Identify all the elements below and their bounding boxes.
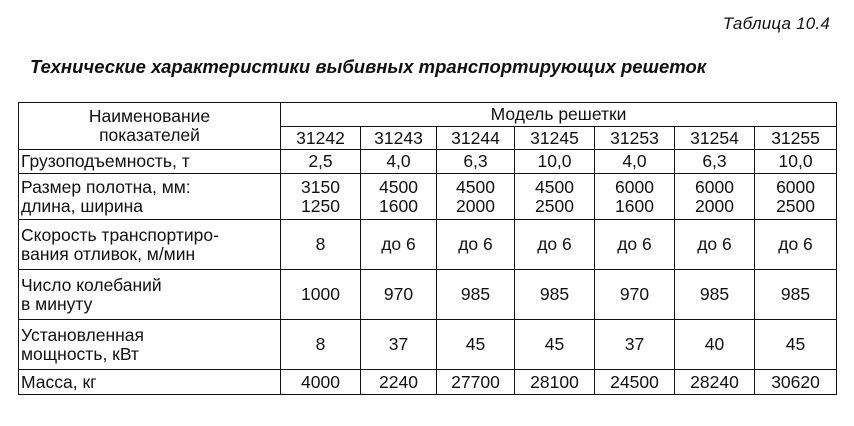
table-cell: 10,0 (515, 150, 595, 174)
model-header-cell: 31242 (281, 127, 361, 150)
table-cell: 8 (281, 220, 361, 270)
header-name-cell (19, 103, 281, 150)
row-label-line1: Установленная (21, 324, 145, 345)
table-row (19, 174, 837, 220)
model-header-cell: 31244 (437, 127, 515, 150)
table-cell: 4000 (281, 370, 361, 395)
table-cell: 27700 (437, 370, 515, 395)
row-label (19, 320, 281, 370)
row-label-line1: Размер полотна, мм: (21, 176, 191, 197)
table-cell: 45 (515, 320, 595, 370)
table-cell (755, 174, 837, 220)
table-cell: 985 (675, 270, 755, 320)
cell-width: 1600 (615, 195, 654, 216)
row-label-line2: вания отливок, м/мин (21, 243, 196, 264)
table-cell: до 6 (361, 220, 437, 270)
table-cell: 1000 (281, 270, 361, 320)
model-header-cell: 31254 (675, 127, 755, 150)
cell-length: 6000 (695, 176, 734, 197)
table-cell: 30620 (755, 370, 837, 395)
table-number: Таблица 10.4 (722, 14, 830, 33)
model-header-cell: 31245 (515, 127, 595, 150)
cell-width: 1250 (301, 195, 340, 216)
cell-width: 2000 (456, 195, 495, 216)
table-cell (281, 174, 361, 220)
table-cell: 28240 (675, 370, 755, 395)
cell-width: 2500 (535, 195, 574, 216)
table-cell: 10,0 (755, 150, 837, 174)
row-label-line2: мощность, кВт (21, 343, 139, 364)
table-cell: 45 (437, 320, 515, 370)
row-label (19, 174, 281, 220)
table-row (19, 370, 837, 395)
table-cell: 40 (675, 320, 755, 370)
table-cell: до 6 (755, 220, 837, 270)
row-label: Масса, кг (19, 370, 281, 395)
cell-length: 6000 (615, 176, 654, 197)
table-cell: до 6 (515, 220, 595, 270)
table-row (19, 270, 837, 320)
table-cell: до 6 (675, 220, 755, 270)
cell-width: 1600 (379, 195, 418, 216)
table-cell: 985 (437, 270, 515, 320)
table-cell (675, 174, 755, 220)
table-title: Технические характеристики выбивных транспортирующих решеток (30, 56, 707, 77)
cell-length: 6000 (776, 176, 815, 197)
table-cell: 985 (515, 270, 595, 320)
table-cell: 4,0 (595, 150, 675, 174)
row-label-line1: Скорость транспортиро- (21, 224, 219, 245)
cell-length: 4500 (456, 176, 495, 197)
row-label (19, 220, 281, 270)
table-row (19, 150, 837, 174)
table-cell (595, 174, 675, 220)
header-model-group: Модель решетки (281, 103, 837, 127)
model-header-cell: 31255 (755, 127, 837, 150)
table-cell: 4,0 (361, 150, 437, 174)
table-cell (437, 174, 515, 220)
table-cell: 37 (361, 320, 437, 370)
table-cell: 970 (361, 270, 437, 320)
table-cell: 28100 (515, 370, 595, 395)
header-row-group (19, 103, 837, 127)
spec-table (18, 102, 837, 395)
model-header-cell: 31253 (595, 127, 675, 150)
table-cell: 2,5 (281, 150, 361, 174)
table-cell (361, 174, 437, 220)
table-cell (515, 174, 595, 220)
table-cell: 45 (755, 320, 837, 370)
row-label-line2: в минуту (21, 293, 93, 314)
header-name-line2: показателей (99, 125, 200, 145)
cell-width: 2000 (695, 195, 734, 216)
model-header-cell: 31243 (361, 127, 437, 150)
table-cell: 2240 (361, 370, 437, 395)
table-cell: 37 (595, 320, 675, 370)
row-label-line1: Число колебаний (21, 274, 162, 295)
table-cell: 8 (281, 320, 361, 370)
table-cell: 6,3 (675, 150, 755, 174)
table-cell: 985 (755, 270, 837, 320)
row-label: Грузоподъемность, т (19, 150, 281, 174)
row-label (19, 270, 281, 320)
row-label-line2: длина, ширина (21, 195, 144, 216)
table-row (19, 320, 837, 370)
cell-length: 4500 (379, 176, 418, 197)
table-row (19, 220, 837, 270)
header-name-line1: Наименование (88, 106, 211, 126)
table-cell: до 6 (595, 220, 675, 270)
cell-length: 4500 (535, 176, 574, 197)
cell-length: 3150 (301, 176, 340, 197)
table-cell: 6,3 (437, 150, 515, 174)
table-cell: до 6 (437, 220, 515, 270)
table-cell: 970 (595, 270, 675, 320)
cell-width: 2500 (776, 195, 815, 216)
table-cell: 24500 (595, 370, 675, 395)
